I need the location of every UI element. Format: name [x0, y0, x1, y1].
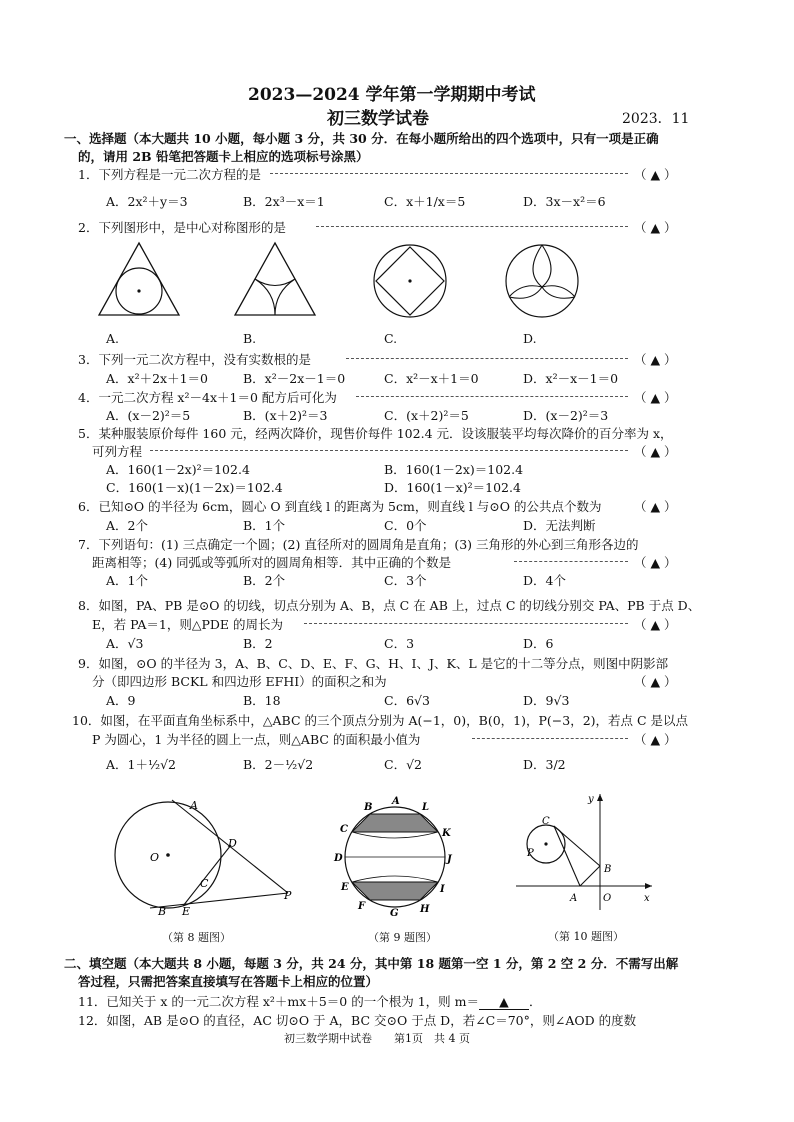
- q3-option-a: A．x²＋2x＋1＝0: [106, 371, 208, 386]
- fig9-label-b: B: [364, 802, 373, 813]
- q2-option-b: B.: [243, 331, 257, 346]
- fig8-label-e: E: [182, 905, 191, 918]
- fig9-label-g: G: [390, 908, 399, 919]
- section1-heading: 一、选择题（本大题共 10 小题，每小题 3 分，共 30 分．在每小题所给出的四个选项中，只有一项是正确: [64, 131, 659, 146]
- q7-stem: 7．下列语句：(1) 三点确定一个圆；(2) 直径所对的圆周角是直角；(3) 三角形的外心到三角形各边的: [78, 537, 639, 552]
- q3-option-b: B．x²－2x－1＝0: [243, 371, 346, 386]
- q2-option-c: C.: [384, 331, 398, 346]
- q1-stem: 1．下列方程是一元二次方程的是: [78, 167, 261, 182]
- q6-option-b: B．1个: [243, 518, 286, 533]
- q4-option-a: A．(x－2)²＝5: [106, 408, 191, 423]
- q6-option-d: D．无法判断: [523, 518, 596, 533]
- q4-leader: [356, 396, 628, 397]
- q10-stem: 10．如图，在平面直角坐标系中，△ABC 的三个顶点分别为 A(−1，0)，B(0，1)，P(−3，2)，若点 C 是以点: [72, 713, 689, 728]
- q6-stem: 6．已知⊙O 的半径为 6cm，圆心 O 到直线 l 的距离为 5cm，则直线 l 与⊙O 的公共点个数为: [78, 499, 602, 514]
- page-footer: 初三数学期中试卷 第1页 共 4 页: [284, 1032, 470, 1045]
- fig10-label-b: B: [604, 864, 612, 875]
- q7-leader: [514, 561, 628, 562]
- q9-option-c: C．6√3: [384, 693, 430, 708]
- q3-answer-mark: （ ▲ ）: [634, 352, 677, 367]
- figure-10: [512, 788, 662, 916]
- q10-option-a: A．1＋½√2: [106, 757, 177, 772]
- q10-option-b: B．2－½√2: [243, 757, 314, 772]
- q11-stem: 11．已知关于 x 的一元二次方程 x²＋mx＋5＝0 的一个根为 1，则 m＝ ▲ ．: [78, 994, 542, 1009]
- fig10-label-c: C: [542, 816, 550, 827]
- q6-option-a: A．2个: [106, 518, 148, 533]
- q1-option-d: D．3x－x²＝6: [523, 194, 606, 209]
- figure-8-caption: （第 8 题图）: [162, 931, 231, 944]
- q3-leader: [346, 358, 628, 359]
- q5-option-b: B．160(1－2x)＝102.4: [384, 462, 524, 477]
- q8-stem-cont: E，若 PA＝1，则△PDE 的周长为: [92, 617, 283, 632]
- q1-leader: [270, 173, 628, 174]
- q5-option-d: D．160(1－x)²＝102.4: [384, 480, 521, 495]
- q4-answer-mark: （ ▲ ）: [634, 390, 677, 405]
- q2-option-a: A.: [106, 331, 120, 346]
- q2-leader: [316, 226, 628, 227]
- q7-option-c: C．3个: [384, 573, 427, 588]
- q8-option-d: D．6: [523, 636, 554, 651]
- exam-title: 2023—2024 学年第一学期期中考试: [248, 85, 536, 105]
- fig9-label-l: L: [422, 802, 430, 813]
- q10-answer-mark: （ ▲ ）: [634, 732, 677, 747]
- fig10-label-o: O: [603, 893, 612, 904]
- fig9-label-d: D: [334, 853, 343, 864]
- q8-answer-mark: （ ▲ ）: [634, 617, 677, 632]
- fig8-label-d: D: [228, 837, 237, 850]
- section1-heading-cont: 的，请用 2B 铅笔把答题卡上相应的选项标号涂黑）: [78, 149, 369, 164]
- q9-option-b: B．18: [243, 693, 281, 708]
- q10-stem-cont: P 为圆心，1 为半径的圆上一点，则△ABC 的面积最小值为: [92, 732, 421, 747]
- q1-option-c: C．x＋1/x＝5: [384, 194, 466, 209]
- q2-figure-b: [232, 240, 318, 318]
- q6-answer-mark: （ ▲ ）: [634, 499, 677, 514]
- q2-figure-a: [96, 240, 182, 318]
- q6-option-c: C．0个: [384, 518, 427, 533]
- q9-option-a: A．9: [106, 693, 136, 708]
- exam-subtitle: 初三数学试卷: [327, 109, 429, 129]
- q1-option-b: B．2x³－x＝1: [243, 194, 325, 209]
- q7-stem-cont: 距离相等；(4) 同弧或等弧所对的圆周角相等．其中正确的个数是: [92, 555, 452, 570]
- q12-stem: 12．如图，AB 是⊙O 的直径，AC 切⊙O 于 A，BC 交⊙O 于点 D，若∠C＝70°，则∠AOD 的度数: [78, 1013, 637, 1028]
- q3-stem: 3．下列一元二次方程中，没有实数根的是: [78, 352, 311, 367]
- figure-9: [330, 792, 460, 922]
- q10-option-d: D．3/2: [523, 757, 566, 772]
- fig9-label-h: H: [420, 904, 430, 915]
- q1-option-a: A．2x²＋y＝3: [106, 194, 188, 209]
- q7-option-a: A．1个: [106, 573, 148, 588]
- fig10-label-y: y: [588, 794, 594, 805]
- q2-answer-mark: （ ▲ ）: [634, 220, 677, 235]
- q5-option-a: A．160(1－2x)²＝102.4: [106, 462, 250, 477]
- q7-answer-mark: （ ▲ ）: [634, 555, 677, 570]
- q5-stem: 5．某种服装原价每件 160 元，经两次降价，现售价每件 102.4 元．设该服装平均每次降价的百分率为 x，: [78, 426, 673, 441]
- section2-heading-cont: 答过程，只需把答案直接填写在答题卡上相应的位置）: [78, 974, 379, 989]
- q10-option-c: C．√2: [384, 757, 422, 772]
- q3-option-d: D．x²－x－1＝0: [523, 371, 619, 386]
- fig8-label-a: A: [190, 799, 198, 812]
- q3-option-c: C．x²－x＋1＝0: [384, 371, 479, 386]
- figure-9-caption: （第 9 题图）: [368, 931, 437, 944]
- fig8-label-p: P: [284, 889, 292, 902]
- q9-stem: 9．如图，⊙O 的半径为 3，A、B、C、D、E、F、G、H、I、J、K、L 是它的十二等分点，则图中阴影部: [78, 656, 669, 671]
- fig9-label-c: C: [340, 824, 348, 835]
- q7-option-b: B．2个: [243, 573, 286, 588]
- q5-answer-mark: （ ▲ ）: [634, 444, 677, 459]
- fig8-label-c: C: [200, 877, 209, 890]
- q8-option-a: A．√3: [106, 636, 144, 651]
- q7-option-d: D．4个: [523, 573, 566, 588]
- fig8-label-b: B: [158, 905, 167, 918]
- figure-10-caption: （第 10 题图）: [548, 930, 624, 943]
- q8-option-c: C．3: [384, 636, 415, 651]
- q2-stem: 2．下列图形中，是中心对称图形的是: [78, 220, 286, 235]
- fig9-label-e: E: [341, 882, 349, 893]
- q5-stem-cont: 可列方程: [92, 444, 143, 459]
- q2-option-d: D.: [523, 331, 537, 346]
- q8-option-b: B．2: [243, 636, 273, 651]
- fig10-label-a: A: [570, 893, 578, 904]
- fig8-label-o: O: [150, 851, 160, 864]
- q4-stem: 4．一元二次方程 x²－4x＋1＝0 配方后可化为: [78, 390, 337, 405]
- q4-option-c: C．(x＋2)²＝5: [384, 408, 469, 423]
- q4-option-b: B．(x＋2)²＝3: [243, 408, 328, 423]
- q5-leader: [150, 450, 628, 451]
- q10-leader: [472, 738, 628, 739]
- q2-figure-c: [370, 242, 450, 320]
- q9-stem-cont: 分（即四边形 BCKL 和四边形 EFHI）的面积之和为: [92, 674, 387, 689]
- fig9-label-a: A: [392, 796, 400, 807]
- exam-date: 2023．11: [622, 111, 690, 127]
- q2-figure-d: [502, 242, 582, 320]
- q4-option-d: D．(x－2)²＝3: [523, 408, 609, 423]
- q11-text: 11．已知关于 x 的一元二次方程 x²＋mx＋5＝0 的一个根为 1，则 m＝: [78, 994, 479, 1009]
- q8-leader: [304, 623, 628, 624]
- q9-option-d: D．9√3: [523, 693, 570, 708]
- q5-option-c: C．160(1－x)(1－2x)＝102.4: [106, 480, 283, 495]
- fig9-label-i: I: [440, 884, 445, 895]
- section2-heading: 二、填空题（本大题共 8 小题，每题 3 分，共 24 分，其中第 18 题第一空 1 分，第 2 空 2 分．不需写出解: [64, 956, 679, 971]
- q11-answer-blank: ▲: [479, 994, 529, 1010]
- q8-stem: 8．如图，PA、PB 是⊙O 的切线，切点分别为 A、B，点 C 在 AB 上，过点 C 的切线分别交 PA、PB 于点 D、: [78, 598, 701, 613]
- q1-answer-mark: （ ▲ ）: [634, 167, 677, 182]
- q9-answer-mark: （ ▲ ）: [634, 674, 677, 689]
- fig9-label-j: J: [447, 854, 452, 865]
- figure-8: [110, 795, 310, 920]
- fig9-label-f: F: [358, 901, 366, 912]
- fig10-label-p: P: [527, 848, 534, 859]
- fig9-label-k: K: [442, 828, 451, 839]
- fig10-label-x: x: [644, 893, 650, 904]
